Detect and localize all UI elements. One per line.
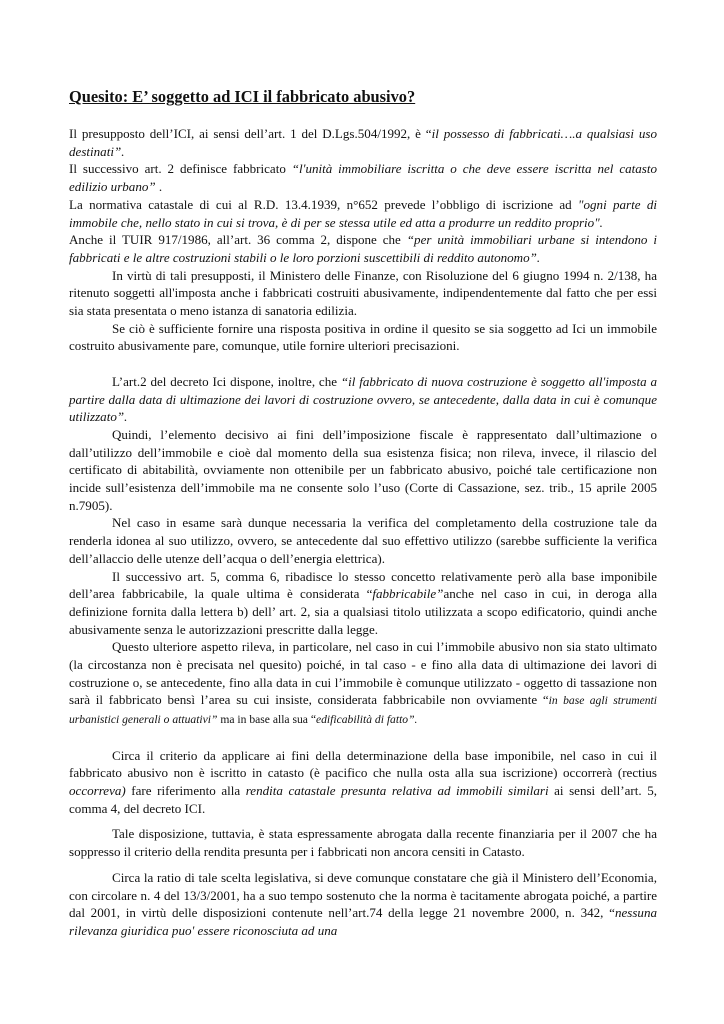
italic-quote: “il fabbricato di nuova costruzione è soggetto all'imposta a partire dalla data di ultimazione dei lavori di costruzione ovvero, se antecedente, dalla data in cui è comunque utilizzato”. xyxy=(69,373,657,425)
italic-quote: il possesso di fabbricati….a qualsiasi uso destinati”. xyxy=(69,126,657,159)
paragraph-text: . xyxy=(155,179,163,195)
paragraph-text: fare riferimento alla xyxy=(125,782,246,798)
document-body xyxy=(69,125,657,940)
italic-quote: edificabilità di fatto”. xyxy=(315,713,418,727)
paragraph-text: Tale disposizione, tuttavia, è stata espressamente abrogata dalla recente finanziaria per il 2007 che ha soppresso il criterio della rendita presunta per i fabbricati non ancora censiti in Catasto. xyxy=(69,826,657,860)
paragraph-text: Il successivo art. 5, comma 6, ribadisce lo stesso concetto relativamente però alla base imponibile dell’area fabbricabile, la quale ultima è considerata “ xyxy=(69,568,657,602)
italic-quote: “l'unità immobiliare iscritta o che deve essere iscritta nel catasto edilizio urbano” xyxy=(69,161,658,195)
paragraph xyxy=(69,267,657,320)
paragraph-text: Se ciò è sufficiente fornire una risposta positiva in ordine il quesito se sia soggetto ad Ici un immobile costruito abusivamente pare, comunque, utile fornire ulteriori precisazioni. xyxy=(69,320,657,354)
paragraph-text: Il successivo art. 2 definisce fabbricato xyxy=(69,161,292,177)
paragraph xyxy=(69,568,657,639)
italic-quote: nessuna rilevanza giuridica puo' essere riconosciuta ad una xyxy=(69,905,657,938)
paragraph-text: ai sensi dell’art. 5, comma 4, del decreto ICI. xyxy=(69,782,657,816)
paragraph xyxy=(69,638,657,729)
paragraph xyxy=(69,160,657,195)
italic-quote: in base agli strumenti urbanistici generali o attuativi” xyxy=(69,694,657,727)
paragraph xyxy=(69,231,657,266)
italic-quote: occorreva) xyxy=(69,782,126,798)
paragraph-text: Circa la ratio di tale scelta legislativa, si deve comunque constatare che già il Ministero dell’Economia, con circolare n. 4 del 13/3/2001, ha a suo tempo sostenuto che la norma è tacitamente abrogata poiché, a partire dal 2001, in virtù delle disposizioni contenute nell’art.74 della legge 21 novembre 2000, n. 342, “ xyxy=(69,869,657,921)
paragraph xyxy=(69,514,657,567)
paragraph xyxy=(69,125,657,160)
page-title: Quesito: E’ soggetto ad ICI il fabbricato abusivo? xyxy=(69,87,416,106)
italic-quote: “per unità immobiliari urbane si intendono i fabbricati e le altre costruzioni stabili o le loro porzioni suscettibili di reddito autonomo”. xyxy=(69,232,657,265)
italic-quote: rendita catastale presunta relativa ad immobili similari xyxy=(245,782,549,798)
paragraph-text: Quindi, l’elemento decisivo ai fini dell’imposizione fiscale è rappresentato dall’ultimazione o dall’utilizzo dell’immobile e cioè dal momento della sua esistenza fisica; non rileva, invece, il rilascio del certificato di abitabilità, ovviamente non ottenibile per un fabbricato abusivo, poiché tale certificazione non incide sull’esistenza dell’immobile ma ne consente solo l’uso (Corte di Cassazione, sez. trib., 15 aprile 2005 n.7905). xyxy=(69,426,657,513)
paragraph xyxy=(69,196,657,231)
paragraph-text: Il presupposto dell’ICI, ai sensi dell’art. 1 del D.Lgs.504/1992, è “ xyxy=(69,126,432,141)
paragraph-text: Circa il criterio da applicare ai fini della determinazione della base imponibile, nel caso in cui il fabbricato abusivo non è iscritto in catasto (è pacifico che nulla osta alla sua iscrizione) occorrerà (rectius xyxy=(69,747,657,781)
paragraph xyxy=(69,825,657,860)
paragraph-text: Anche il TUIR 917/1986, all’art. 36 comma 2, dispone che xyxy=(69,232,407,248)
paragraph-text: anche nel caso in cui, in deroga alla definizione fornita dalla lettera b) dell’ art. 2, sia a qualsiasi titolo utilizzata a scopo edificatorio, quindi anche abusivamente senza le autorizzazioni prescritte dalla legge. xyxy=(69,586,658,637)
paragraph xyxy=(69,869,657,940)
paragraph-text: La normativa catastale di cui al R.D. 13.4.1939, n°652 prevede l’obbligo di iscrizione ad xyxy=(69,196,579,212)
paragraph-text: Nel caso in esame sarà dunque necessaria la verifica del completamento della costruzione tale da renderla idonea al suo utilizzo, ovvero, se antecedente dal suo effettivo utilizzo (sarebbe sufficiente la verifica dell’allaccio delle utenze dell’acqua o dell’energia elettrica). xyxy=(69,515,657,566)
paragraph-text: Questo ulteriore aspetto rileva, in particolare, nel caso in cui l’immobile abusivo non sia stato ultimato (la circostanza non è precisata nel quesito) poiché, in tal caso - e fino alla data di ultimazione dei lavori di costruzione o, se antecedente, fino alla data in cui l’immobile è comunque utilizzato - oggetto di tassazione non sarà il fabbricato bensì l’area su cui insiste, considerata fabbricabile non ovviamente “ xyxy=(69,639,657,708)
paragraph-text: L’art.2 del decreto Ici dispone, inoltre, che xyxy=(112,373,341,389)
paragraph-text: In virtù di tali presupposti, il Ministero delle Finanze, con Risoluzione del 6 giugno 1994 n. 2/138, ha ritenuto soggetti all'imposta anche i fabbricati costruiti abusivamente, indipendentemente dal fatto che per essi sia stata presentata o meno istanza di sanatoria edilizia. xyxy=(69,267,657,319)
paragraph xyxy=(69,373,657,426)
italic-quote: "ogni parte di immobile che, nello stato in cui si trova, è di per se stessa utile ed atta a produrre un reddito proprio". xyxy=(69,196,657,230)
paragraph xyxy=(69,426,657,515)
paragraph-text: ma in base alla sua “ xyxy=(217,713,316,727)
paragraph xyxy=(69,747,657,818)
italic-quote: fabbricabile” xyxy=(372,586,444,602)
paragraph xyxy=(69,320,657,355)
